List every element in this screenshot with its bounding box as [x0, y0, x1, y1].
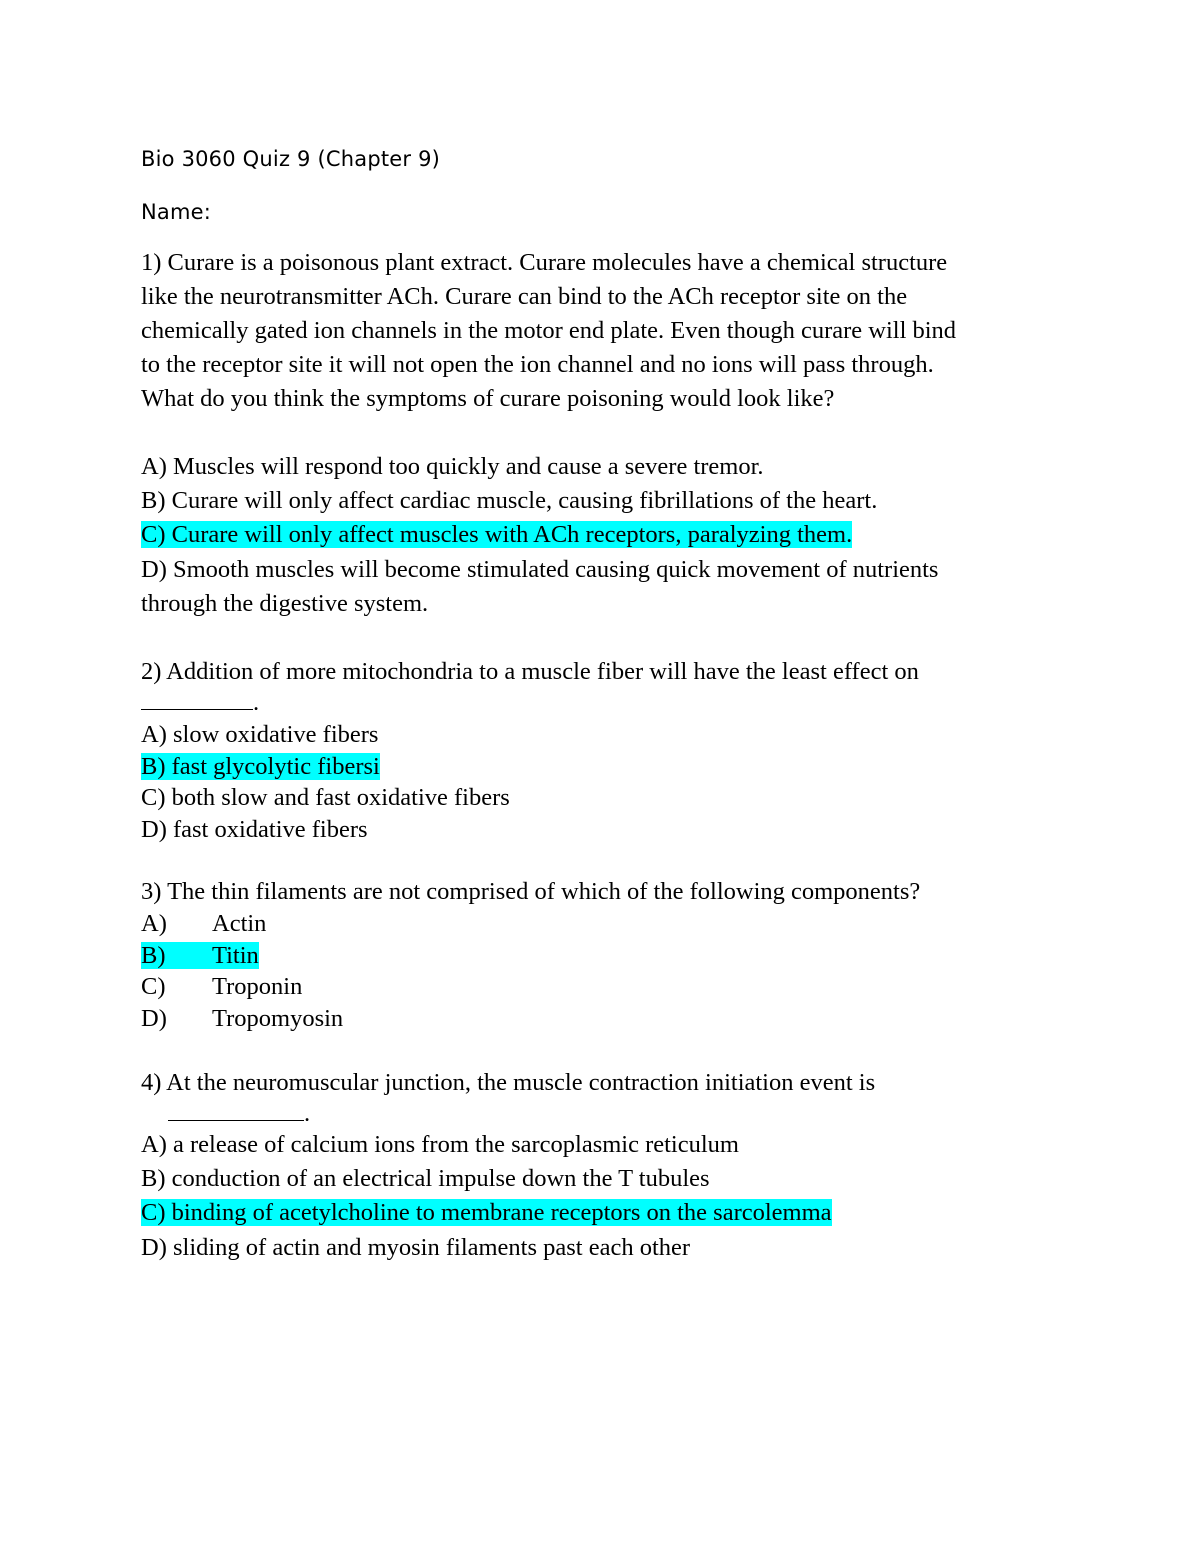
- question-1-stem-line-4: to the receptor site it will not open the ion channel and no ions will pass through.: [141, 351, 934, 378]
- option-text: Actin: [212, 910, 267, 937]
- question-1-stem-line-5: What do you think the symptoms of curare poisoning would look like?: [141, 385, 835, 412]
- option-letter: D): [141, 1005, 167, 1032]
- question-2-blank-line: [141, 686, 259, 720]
- question-3-option-d: [141, 1002, 343, 1036]
- blank-period: .: [253, 689, 260, 716]
- question-1-stem-line-3: chemically gated ion channels in the motor end plate. Even though curare will bind: [141, 317, 957, 344]
- option-text: Titin: [212, 942, 259, 969]
- answer-highlight: [141, 942, 259, 969]
- question-1-option-b: B) Curare will only affect cardiac muscle, causing fibrillations of the heart.: [141, 487, 878, 514]
- question-1-option-a: A) Muscles will respond too quickly and cause a severe tremor.: [141, 453, 764, 480]
- question-3-option-b: [141, 939, 259, 973]
- question-3-option-c: [141, 970, 302, 1004]
- name-label: Name:: [141, 200, 212, 224]
- question-4-stem: 4) At the neuromuscular junction, the muscle contraction initiation event is: [141, 1069, 876, 1096]
- option-letter: C): [141, 973, 166, 1000]
- option-text: Troponin: [212, 973, 303, 1000]
- question-3-stem: 3) The thin filaments are not comprised of which of the following components?: [141, 878, 921, 905]
- quiz-title: Bio 3060 Quiz 9 (Chapter 9): [141, 147, 441, 171]
- question-1-option-d-line-2: through the digestive system.: [141, 590, 429, 617]
- option-letter: A): [141, 910, 167, 937]
- option-text: Tropomyosin: [212, 1005, 344, 1032]
- question-4-option-b: B) conduction of an electrical impulse down the T tubules: [141, 1165, 710, 1192]
- question-2-option-a: A) slow oxidative fibers: [141, 721, 379, 748]
- question-1-stem-line-2: like the neurotransmitter ACh. Curare can bind to the ACh receptor site on the: [141, 283, 908, 310]
- question-4-option-c: [141, 1196, 832, 1230]
- answer-blank: [168, 1098, 304, 1121]
- question-4-option-a: A) a release of calcium ions from the sarcoplasmic reticulum: [141, 1131, 739, 1158]
- question-4-option-d: D) sliding of actin and myosin filaments past each other: [141, 1234, 691, 1261]
- option-letter: B): [141, 942, 166, 969]
- blank-period: .: [304, 1100, 311, 1127]
- answer-highlight: C) Curare will only affect muscles with ACh receptors, paralyzing them.: [141, 521, 853, 548]
- question-2-stem: 2) Addition of more mitochondria to a muscle fiber will have the least effect on: [141, 658, 919, 685]
- question-2-option-d: D) fast oxidative fibers: [141, 816, 368, 843]
- question-2-option-c: C) both slow and fast oxidative fibers: [141, 784, 510, 811]
- answer-highlight: C) binding of acetylcholine to membrane receptors on the sarcolemma: [141, 1199, 832, 1226]
- question-1-option-c: [141, 518, 852, 552]
- question-1-option-d-line-1: D) Smooth muscles will become stimulated causing quick movement of nutrients: [141, 556, 939, 583]
- question-4-blank-line: [168, 1097, 310, 1131]
- question-3-option-a: [141, 907, 266, 941]
- question-2-option-b: [141, 750, 380, 784]
- answer-blank: [141, 687, 253, 710]
- question-1-stem-line-1: 1) Curare is a poisonous plant extract. Curare molecules have a chemical structure: [141, 249, 948, 276]
- answer-highlight: B) fast glycolytic fibersi: [141, 753, 380, 780]
